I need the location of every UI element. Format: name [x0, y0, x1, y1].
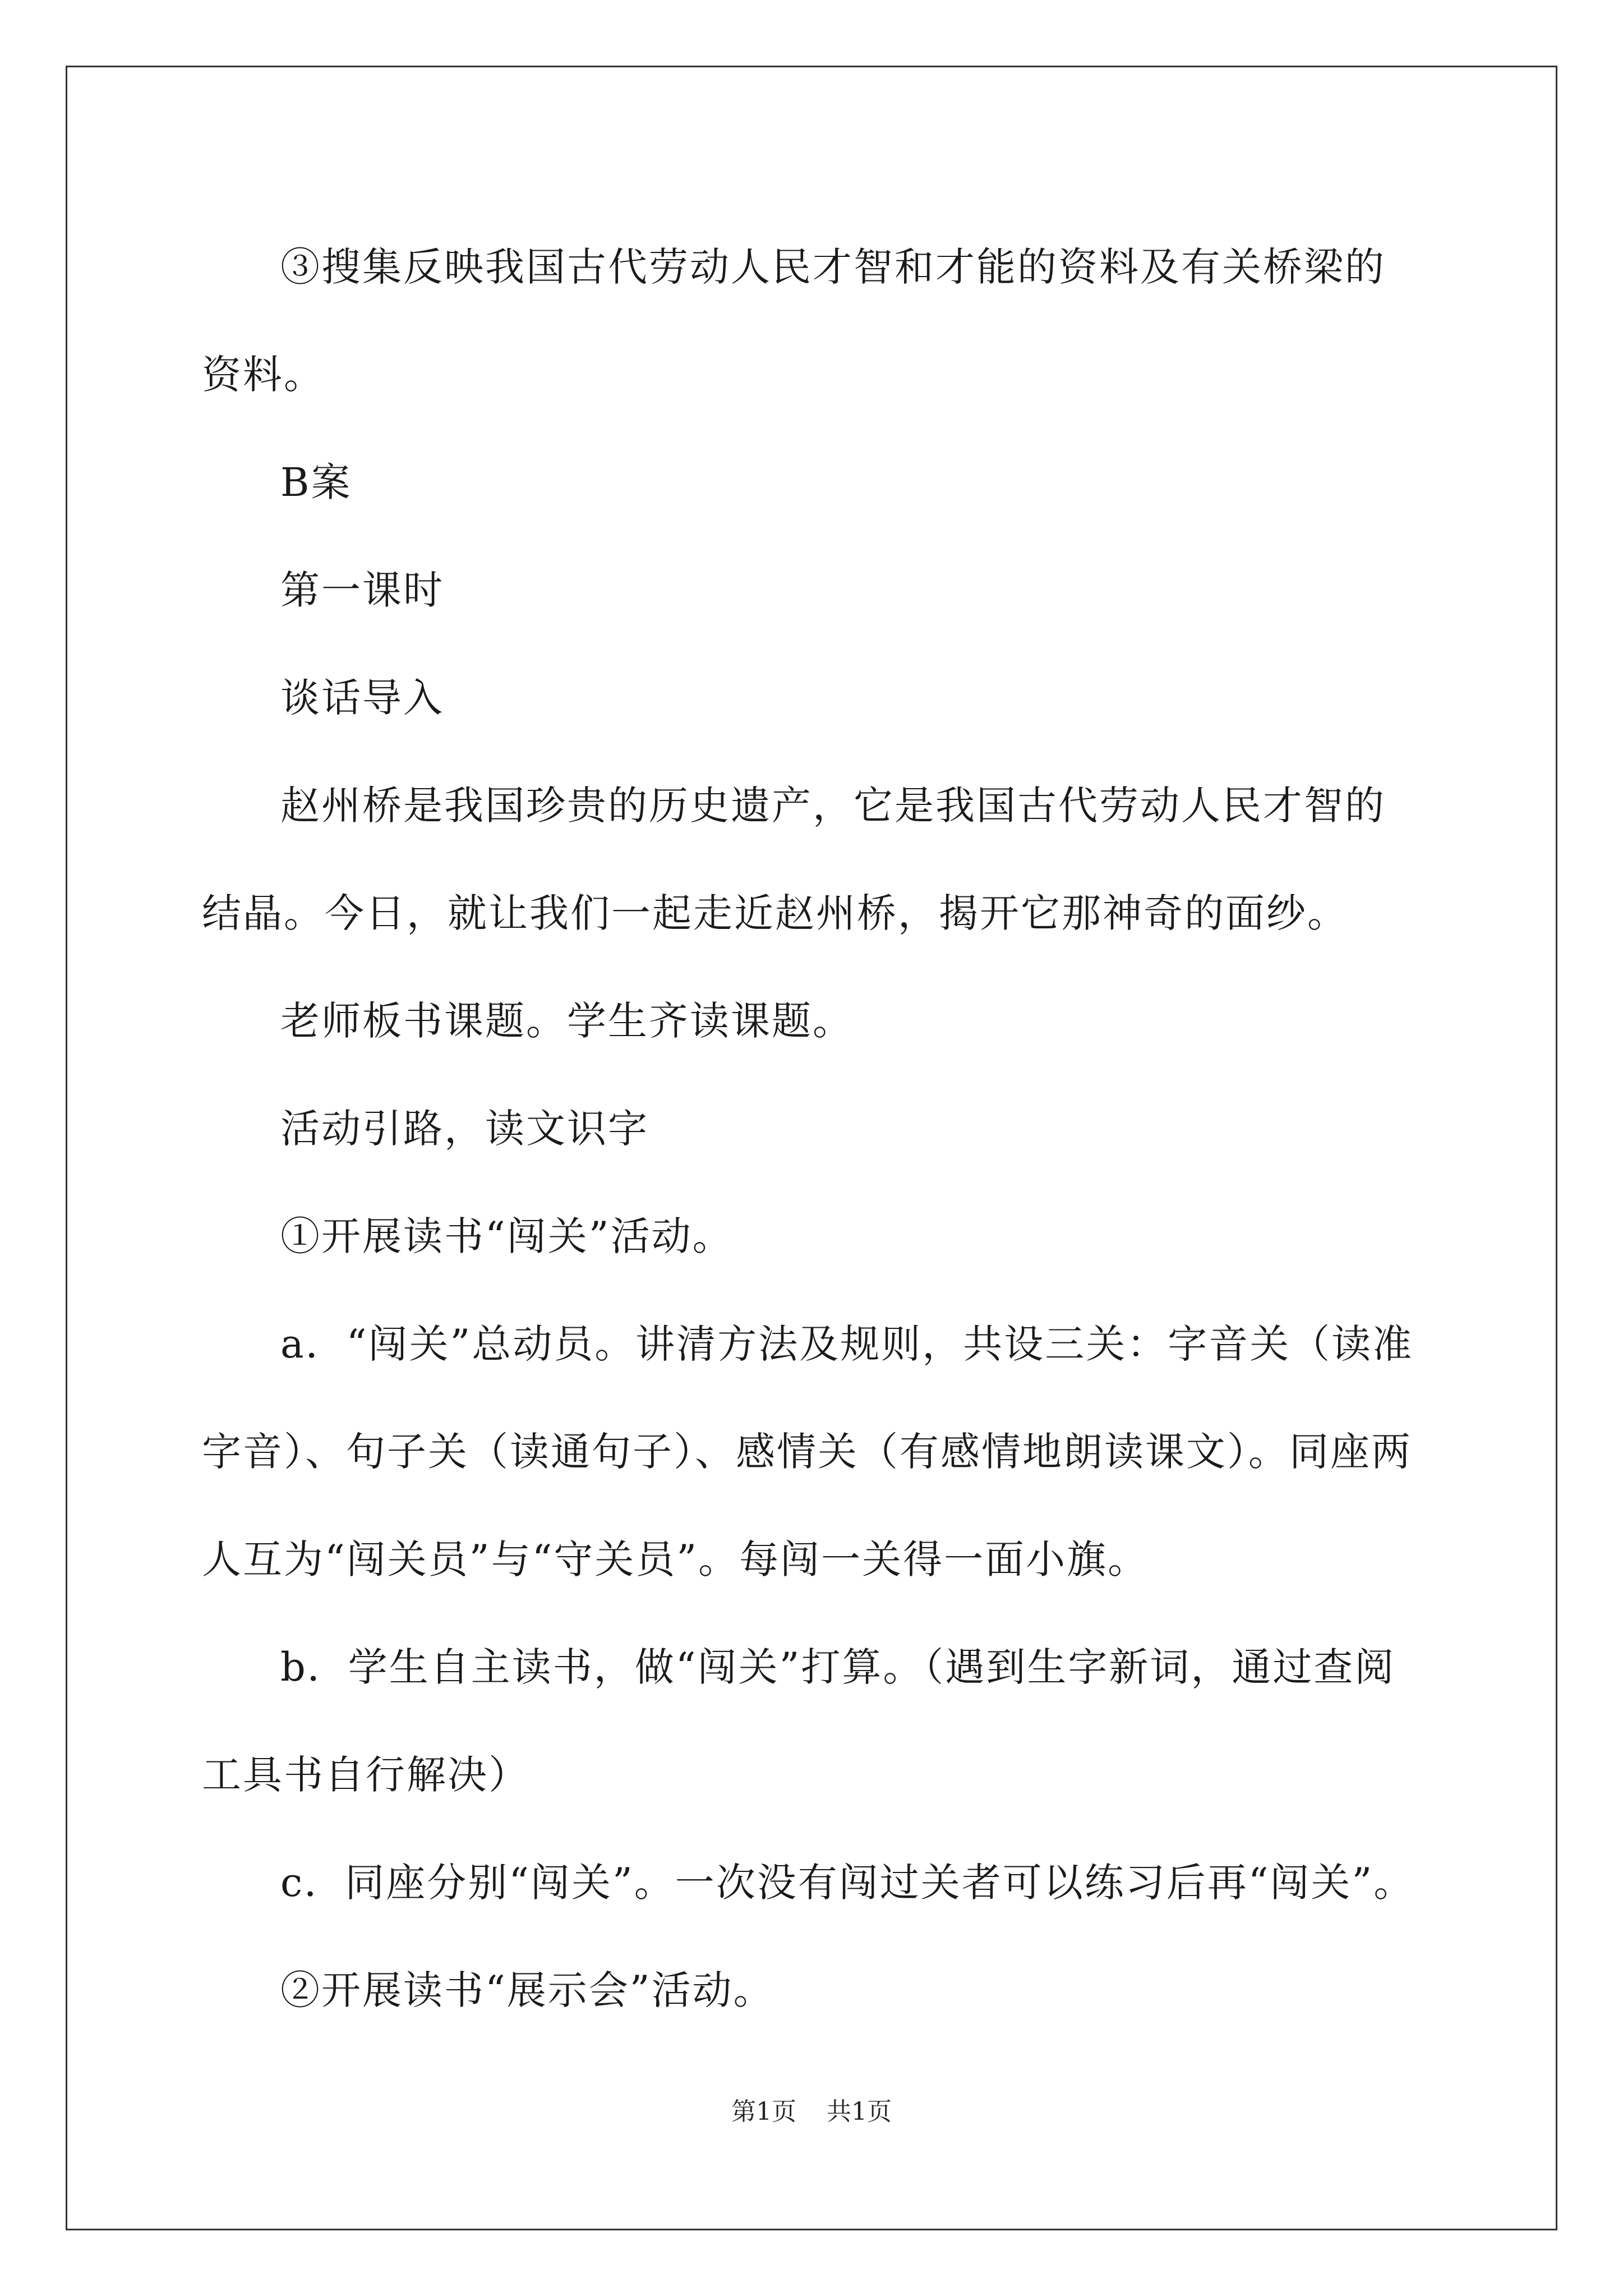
paragraph-5: 赵州桥是我国珍贵的历史遗产，它是我国古代劳动人民才智的结晶。今日，就让我们一起走近赵州桥，揭开它那神奇的面纱。	[202, 783, 1386, 936]
paragraph-2: B案	[280, 459, 352, 505]
paragraph-6: 老师板书课题。学生齐读课题。	[280, 998, 854, 1044]
total-pages-label: 共1页	[827, 2097, 892, 2126]
paragraph-11: c．同座分别“闯关”。一次没有闯过关者可以练习后再“闯关”。	[280, 1860, 1415, 1906]
paragraph-7: 活动引路，读文识字	[280, 1106, 649, 1152]
paragraph-3: 第一课时	[280, 567, 444, 613]
current-page-label: 第1页	[731, 2097, 796, 2126]
paragraph-4: 谈话导入	[280, 675, 444, 721]
paragraph-9: a．“闯关”总动员。讲清方法及规则，共设三关：字音关（读准字音）、句子关（读通句子）、感情关（有感情地朗读课文）。同座两人互为“闯关员”与“守关员”。每闯一关得一面小旗。	[202, 1321, 1414, 1582]
paragraph-8: ①开展读书“闯关”活动。	[280, 1213, 734, 1259]
paragraph-1: ③搜集反映我国古代劳动人民才智和才能的资料及有关桥梁的资料。	[202, 244, 1386, 398]
page-footer	[0, 2095, 1623, 2129]
paragraph-12: ②开展读书“展示会”活动。	[280, 1967, 774, 2013]
paragraph-10: b．学生自主读书，做“闯关”打算。（遇到生字新词，通过查阅工具书自行解决）	[202, 1644, 1396, 1798]
document-body	[202, 213, 1424, 2044]
